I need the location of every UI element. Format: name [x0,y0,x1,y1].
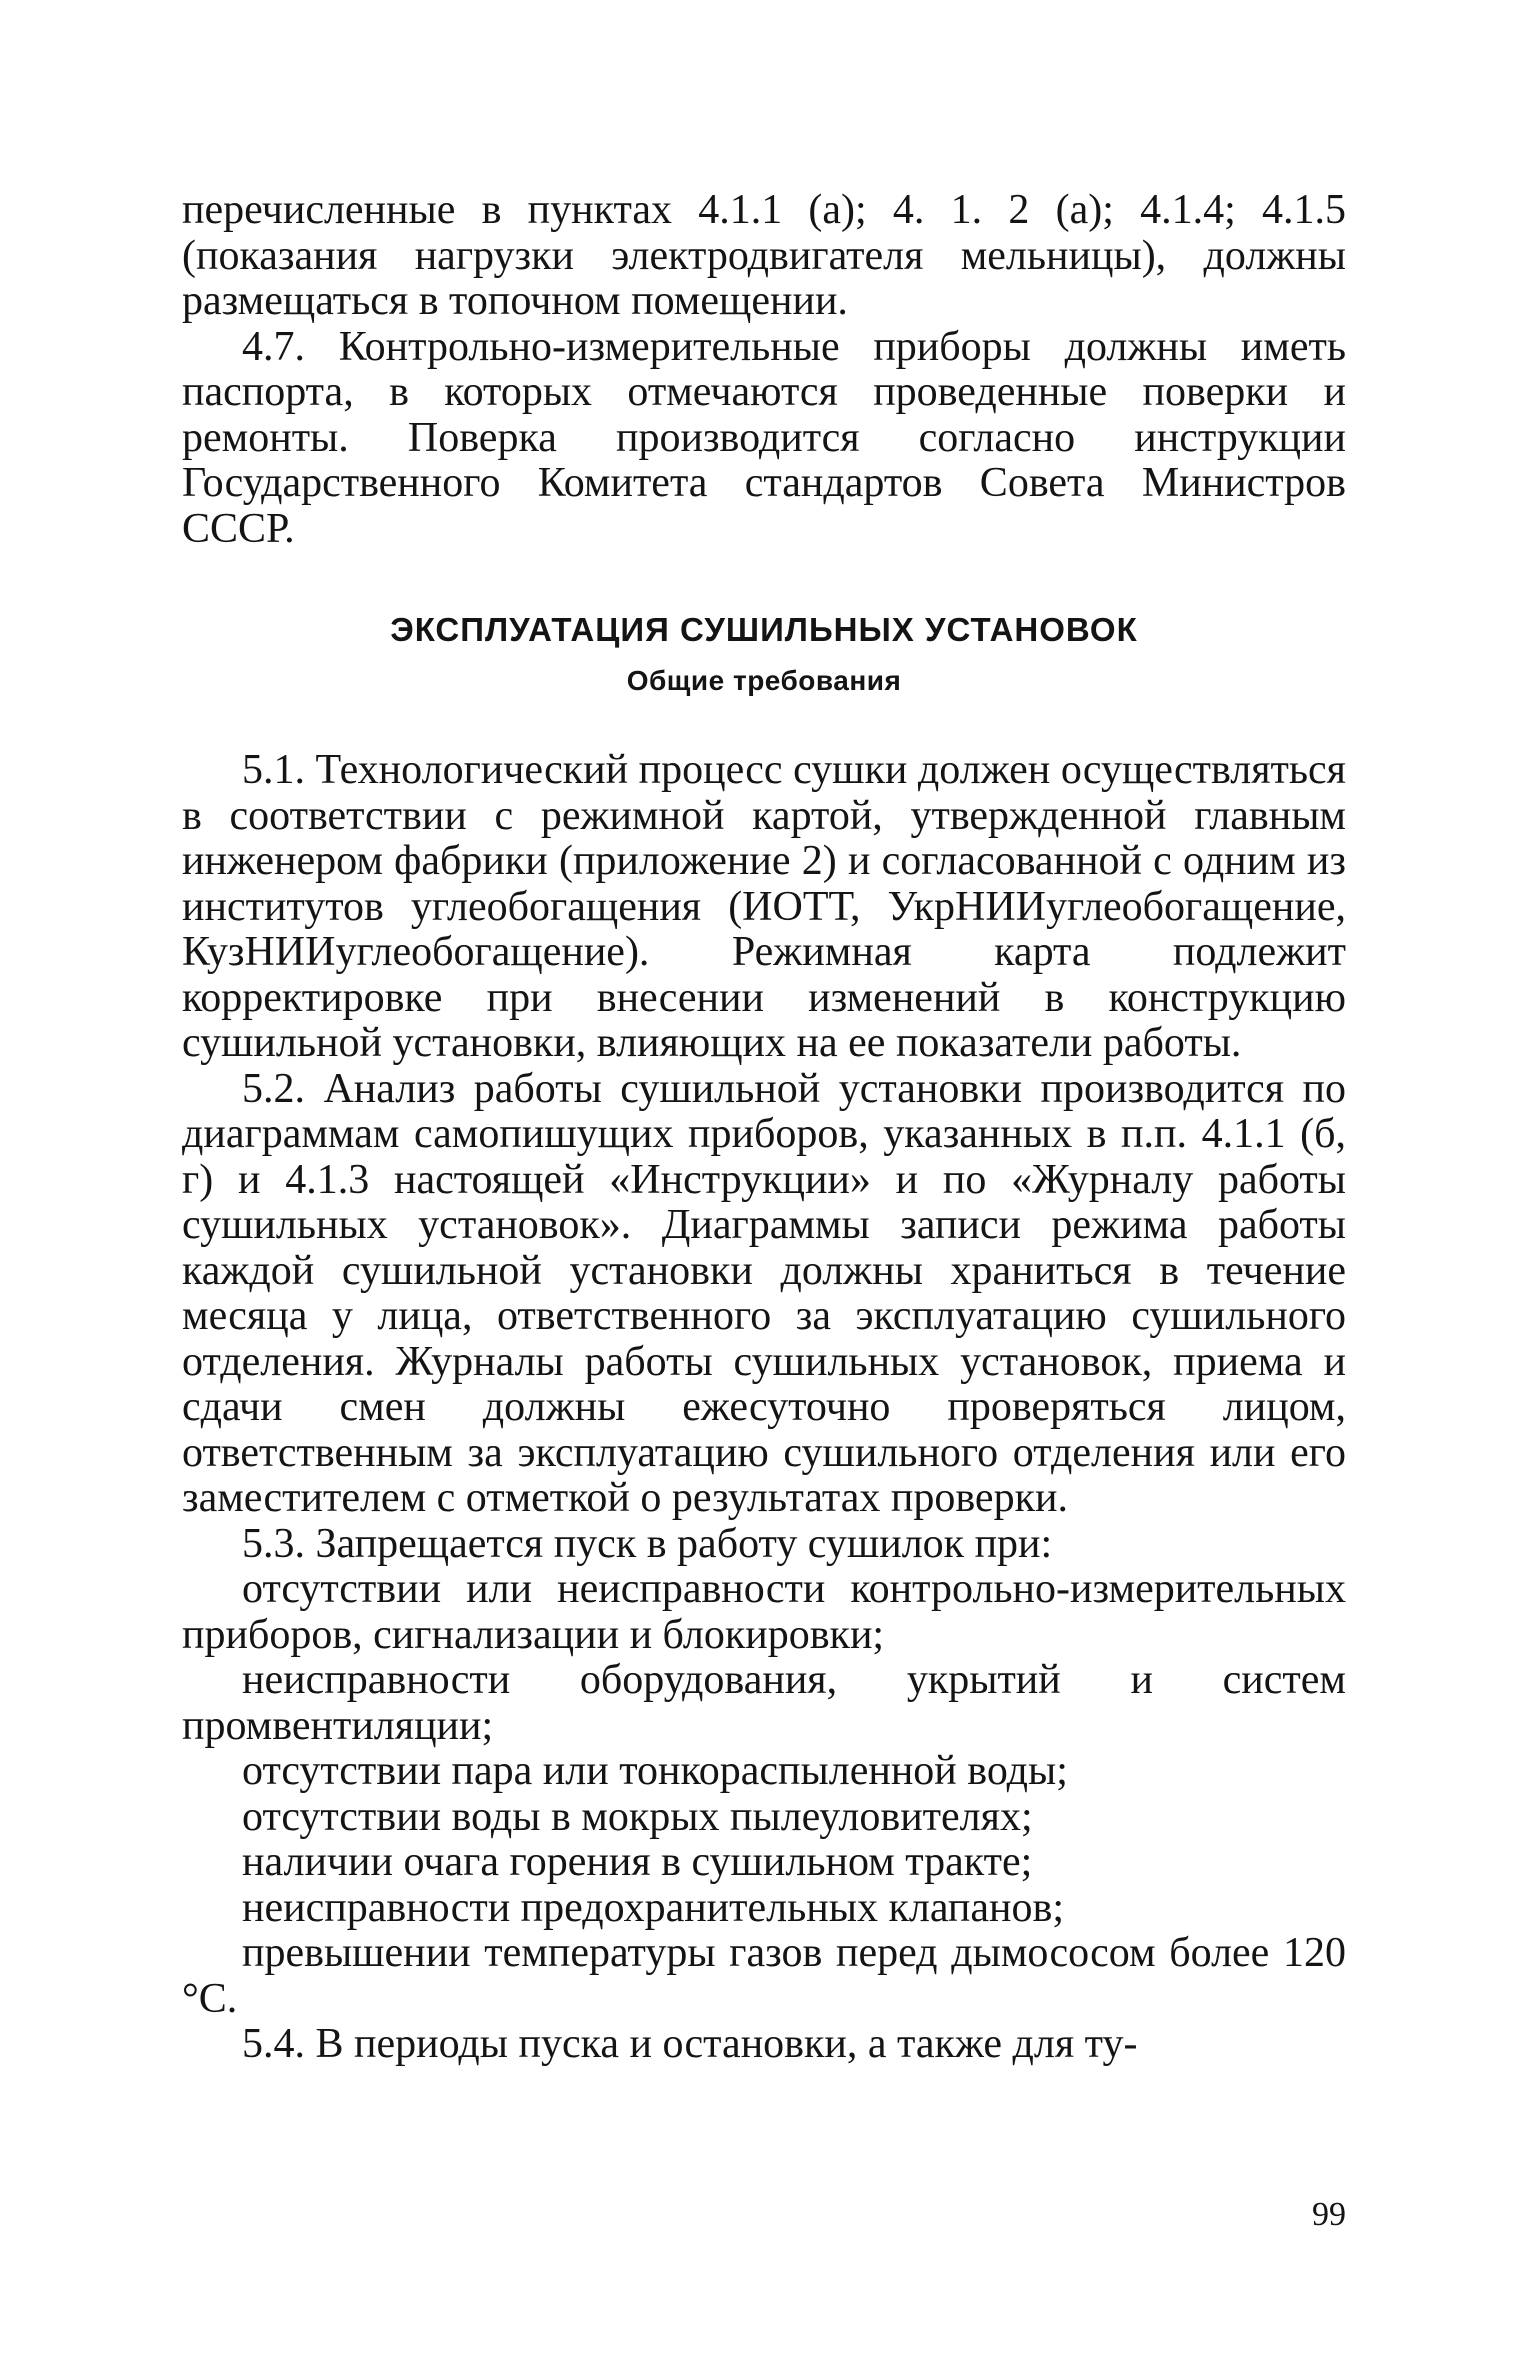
paragraph-5-4: 5.4. В периоды пуска и остановки, а также для ту- [242,2021,1138,2067]
paragraph-5-3: 5.3. Запрещается пуск в работу сушилок при: [242,1520,1053,1567]
paragraph-5-2: 5.2. Анализ работы сушильной установки производится по диаграммам самопишущих приборов, указанных в п.п. 4.1.1 (б, г) и 4.1.3 настоящей «Инструкции» и по «Журналу работы сушильных установок». Диаграммы записи режима работы каждой сушильной установки должны храниться в течение месяца у лица, ответственного за эксплуатацию сушильного отделения. Журналы работы сушильных установок, приема и сдачи смен должны ежесуточно проверяться лицом, ответственным за эксплуатацию сушильного отделения или его заместителем с отметкой о результатах проверки. [182,1065,1346,1521]
paragraph-4-7: 4.7. Контрольно-измерительные приборы должны иметь паспорта, в которых отмечаются проведенные поверки и ремонты. Поверка производится согласно инструкции Государственного Комитета стандартов Совета Министров СССР. [182,323,1346,552]
list-item: неисправности оборудования, укрытий и систем промвентиляции; [182,1657,1346,1749]
list-item: отсутствии пара или тонкораспыленной воды; [242,1748,1068,1794]
list-item: отсутствии или неисправности контрольно-измерительных приборов, сигнализации и блокировки; [182,1566,1346,1658]
paragraph-5-1: 5.1. Технологический процесс сушки должен осуществляться в соответствии с режимной картой, утвержденной главным инженером фабрики (приложение 2) и согласованной с одним из институтов углеобогащения (ИОТТ, УкрНИИуглеобогащение, КузНИИуглеобогащение). Режимная карта подлежит корректировке при внесении изменений в конструкцию сушильной установки, влияющих на ее показатели работы. [182,747,1346,1066]
list-item: наличии очага горения в сушильном тракте; [242,1839,1033,1885]
section-title: ЭКСПЛУАТАЦИЯ СУШИЛЬНЫХ УСТАНОВОК [390,611,1138,648]
subsection-title: Общие требования [626,665,902,696]
document-page [182,188,1346,2068]
continuation-paragraph: перечисленные в пунктах 4.1.1 (а); 4. 1. 2 (а); 4.1.4; 4.1.5 (показания нагрузки электродвигателя мельницы), должны размещаться в топочном помещении. [182,187,1346,324]
page-number: 99 [1312,2196,1346,2233]
list-item: отсутствии воды в мокрых пылеуловителях; [242,1793,1033,1840]
prohibition-list [182,1567,1346,2022]
list-item: превышении температуры газов перед дымососом более 120 °С. [182,1930,1346,2022]
list-item: неисправности предохранительных клапанов; [242,1884,1065,1931]
